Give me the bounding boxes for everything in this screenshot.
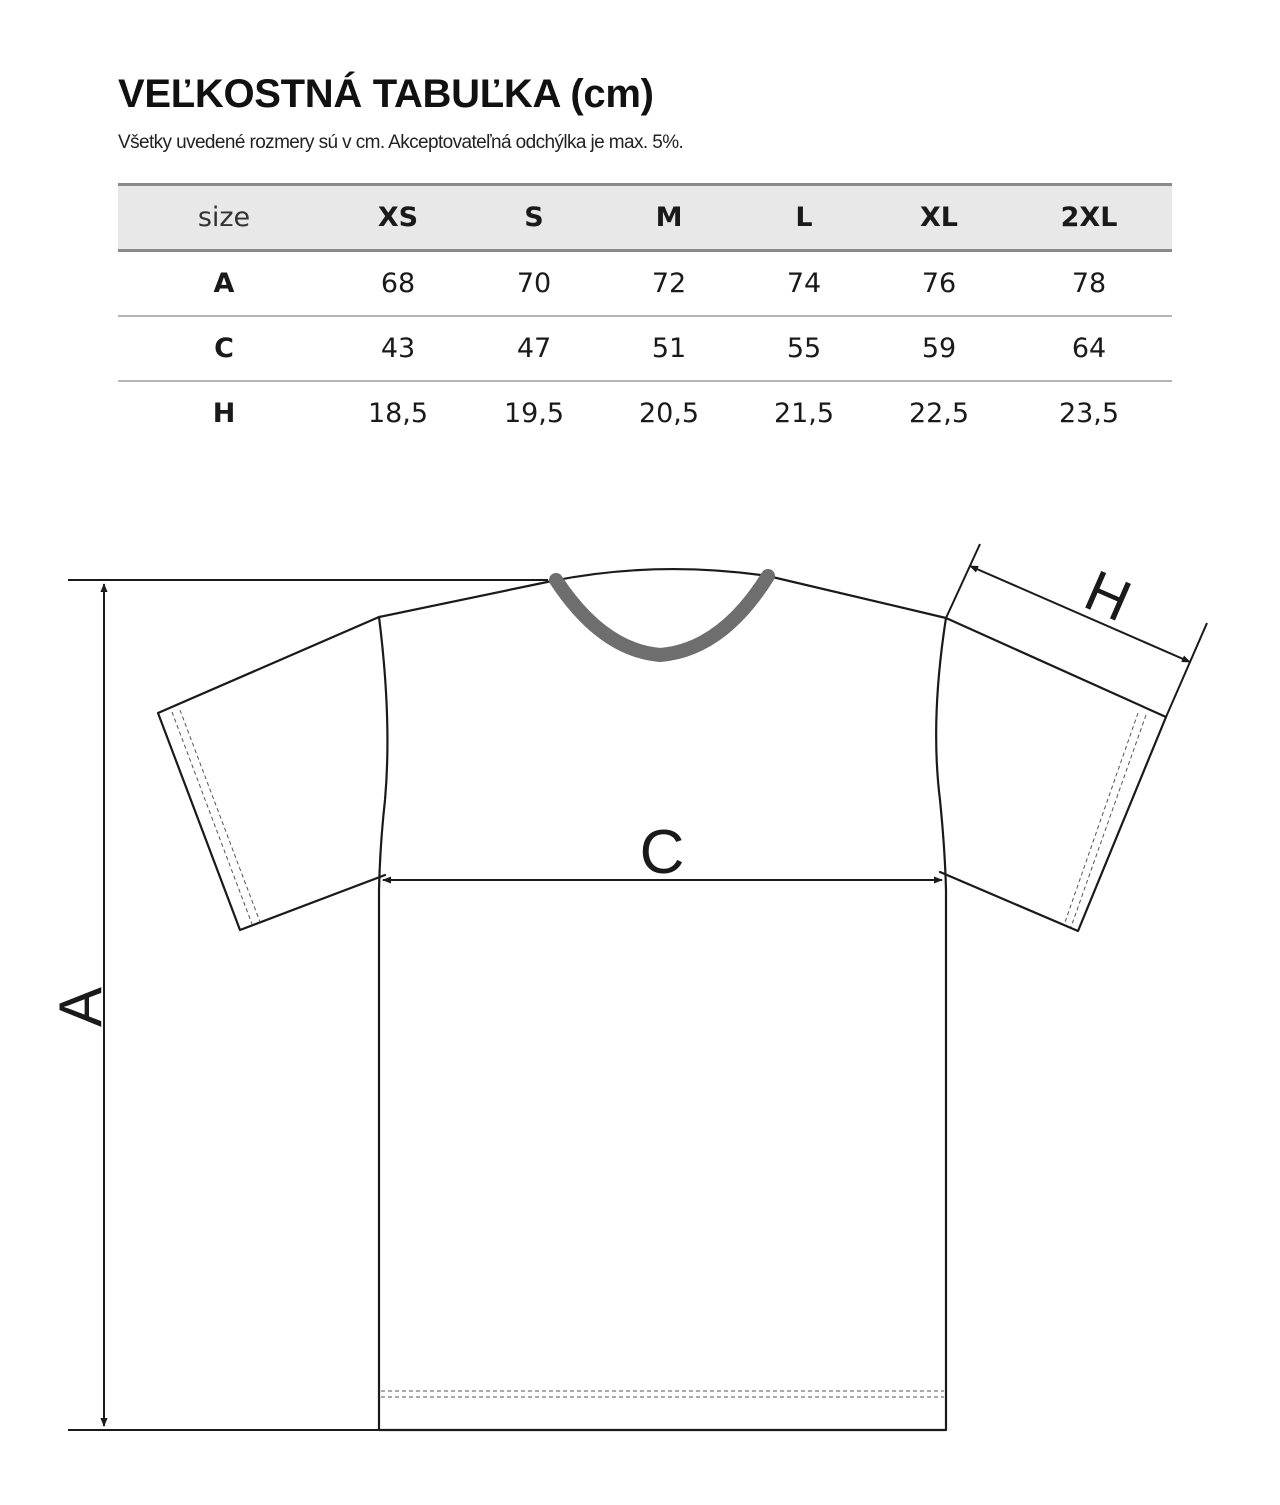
row-label-a: A <box>118 251 330 317</box>
dimension-a <box>68 580 548 1430</box>
table-cell: 43 <box>330 316 466 381</box>
table-cell: 68 <box>330 251 466 317</box>
table-cell: 18,5 <box>367 398 429 429</box>
tshirt-outline <box>158 569 1166 1430</box>
tshirt-collar <box>556 576 768 655</box>
table-cell: 64 <box>1006 316 1172 381</box>
tshirt-right-sleeve <box>940 618 1166 931</box>
table-cell: 74 <box>736 251 872 317</box>
size-header-xl: XL <box>872 185 1006 251</box>
table-cell: 76 <box>872 251 1006 317</box>
size-header-l: L <box>736 185 872 251</box>
page-title: VEĽKOSTNÁ TABUĽKA (cm) <box>118 72 654 116</box>
table-cell: 55 <box>736 316 872 381</box>
label-h: H <box>1075 557 1141 635</box>
table-cell: 59 <box>872 316 1006 381</box>
table-cell: 21,5 <box>773 398 835 429</box>
size-header-label: size <box>118 185 330 251</box>
table-cell: 72 <box>602 251 736 317</box>
label-c: C <box>639 818 685 887</box>
label-a: A <box>47 986 114 1028</box>
size-header-xs: XS <box>330 185 466 251</box>
size-header-m: M <box>602 185 736 251</box>
table-cell: 19,5 <box>503 398 565 429</box>
dimension-h <box>946 544 1207 717</box>
size-header-s: S <box>466 185 602 251</box>
table-cell: 51 <box>602 316 736 381</box>
table-cell: 23,5 <box>1058 398 1120 429</box>
page-subtitle: Všetky uvedené rozmery sú v cm. Akceptovateľná odchýlka je max. 5%. <box>118 132 684 153</box>
table-cell: 70 <box>466 251 602 317</box>
tshirt-left-sleeve <box>158 617 385 930</box>
tshirt-body <box>379 569 946 1430</box>
stitch-lines <box>172 710 1146 1397</box>
table-cell: 47 <box>466 316 602 381</box>
table-cell: 78 <box>1006 251 1172 317</box>
table-cell: 22,5 <box>908 398 970 429</box>
row-label-h: H <box>212 398 236 429</box>
size-header-2xl: 2XL <box>1006 185 1172 251</box>
row-label-c: C <box>118 316 330 381</box>
table-cell: 20,5 <box>638 398 700 429</box>
